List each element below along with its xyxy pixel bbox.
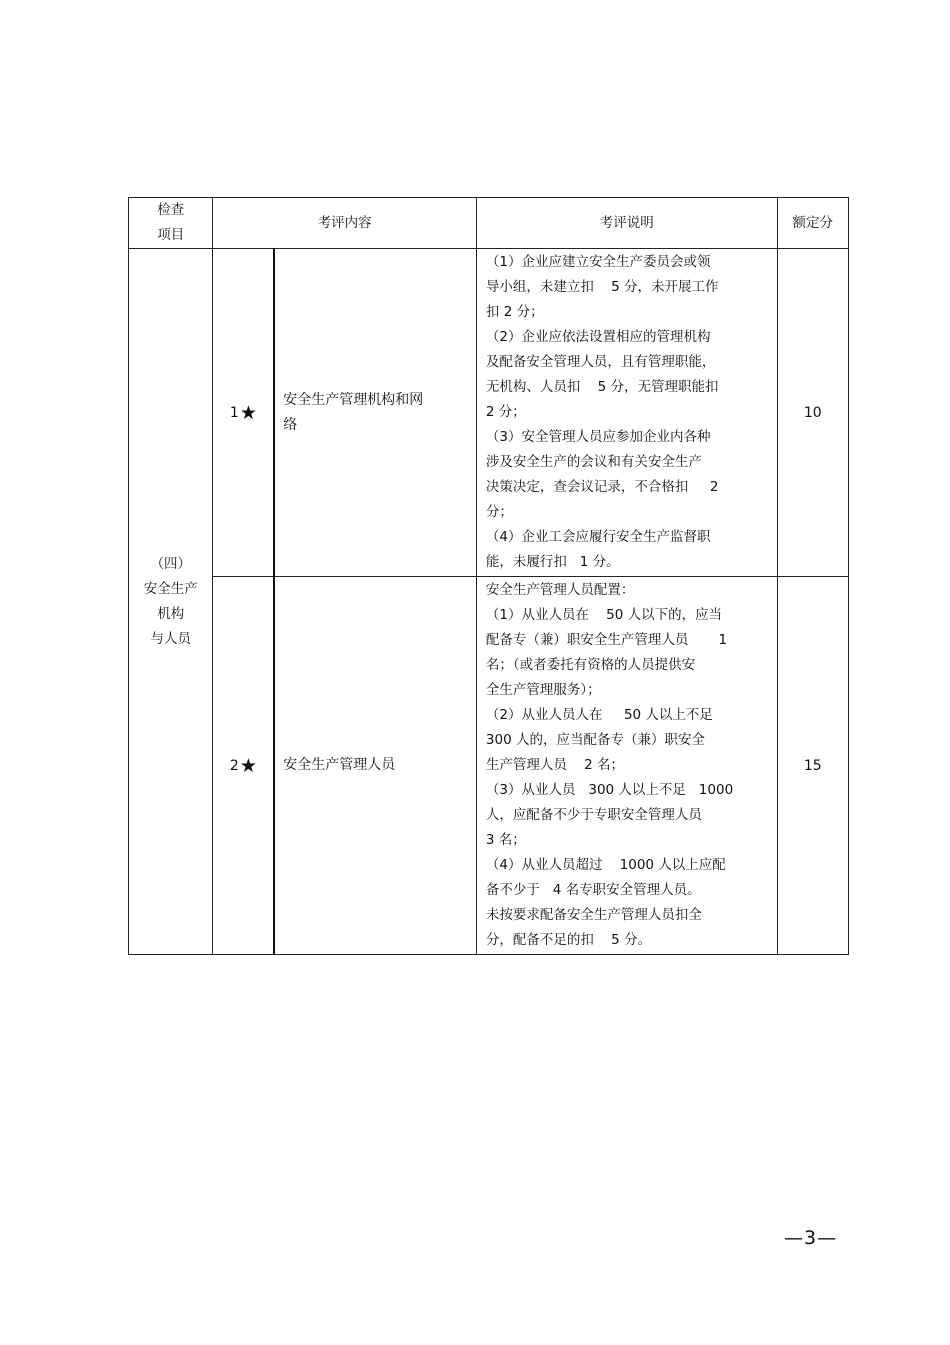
table-row	[129, 577, 849, 955]
row-number: 1	[229, 404, 239, 421]
table-row	[129, 249, 849, 577]
category-line: 安全生产	[143, 580, 198, 597]
description-line: （1）从业人员在 50 人以下的，应当	[485, 607, 723, 623]
header-score: 额定分	[777, 198, 848, 249]
description-line: 决策决定，查会议记录，不合格扣 2	[485, 479, 719, 495]
description-line: 分；	[485, 504, 513, 520]
description-cell	[476, 577, 777, 955]
page-number: —3—	[784, 1227, 838, 1249]
description-line: （3）安全管理人员应参加企业内各种	[485, 429, 711, 445]
header-content: 考评内容	[213, 198, 476, 249]
description-line: 3 名；	[485, 832, 526, 848]
table-header-row	[129, 198, 849, 249]
star-icon: ★	[239, 401, 257, 424]
description-line: （1）企业应建立安全生产委员会或领	[485, 254, 711, 270]
row-number-cell	[213, 249, 274, 577]
description-line: 配备专（兼）职安全生产管理人员 1	[485, 632, 728, 648]
content-line: 安全生产管理机构和网	[283, 391, 424, 408]
category-line: （四）	[150, 555, 191, 572]
description-line: 全生产管理服务）；	[485, 682, 601, 698]
row-number: 2	[229, 757, 239, 774]
description-line: （2）从业人员人在 50 人以上不足	[485, 707, 713, 723]
description-line: 分，配备不足的扣 5 分。	[485, 932, 651, 948]
category-line: 机构	[157, 605, 185, 622]
description-line: 未按要求配备安全生产管理人员扣全	[485, 907, 702, 923]
description-line: 无机构、人员扣 5 分，无管理职能扣	[485, 379, 719, 395]
category-line: 与人员	[150, 630, 191, 647]
header-check-item	[129, 198, 213, 249]
description-line: 人，应配备不少于专职安全管理人员	[485, 807, 702, 823]
description-line: 安全生产管理人员配置：	[485, 582, 635, 598]
description-line: 生产管理人员 2 名；	[485, 757, 624, 773]
description-line: 及配备安全管理人员，且有管理职能，	[485, 354, 716, 370]
header-description: 考评说明	[476, 198, 777, 249]
row-number-cell	[213, 577, 274, 955]
description-line: 能，未履行扣 1 分。	[485, 554, 620, 570]
content-cell	[274, 577, 476, 955]
score-cell: 15	[777, 577, 848, 955]
description-line: 导小组，未建立扣 5 分，未开展工作	[485, 279, 719, 295]
evaluation-table	[128, 197, 849, 955]
category-cell	[129, 249, 213, 955]
description-line: （4）企业工会应履行安全生产监督职	[485, 529, 711, 545]
header-check-item-line: 检查	[157, 202, 185, 218]
description-line: 备不少于 4 名专职安全管理人员。	[485, 882, 701, 898]
description-line: 2 分；	[485, 404, 526, 420]
content-cell	[274, 249, 476, 577]
content-line: 安全生产管理人员	[283, 757, 396, 773]
star-icon: ★	[239, 754, 257, 777]
description-line: 扣 2 分；	[485, 304, 544, 320]
description-line: （2）企业应依法设置相应的管理机构	[485, 329, 711, 345]
score-cell: 10	[777, 249, 848, 577]
header-check-item-line: 项目	[157, 227, 185, 243]
description-line: 名；（或者委托有资格的人员提供安	[485, 657, 696, 673]
description-cell	[476, 249, 777, 577]
content-line: 络	[283, 416, 298, 433]
description-line: （4）从业人员超过 1000 人以上应配	[485, 857, 726, 873]
description-line: （3）从业人员 300 人以上不足 1000	[485, 782, 734, 798]
description-line: 涉及安全生产的会议和有关安全生产	[485, 454, 702, 470]
description-line: 300 人的，应当配备专（兼）职安全	[485, 732, 705, 748]
